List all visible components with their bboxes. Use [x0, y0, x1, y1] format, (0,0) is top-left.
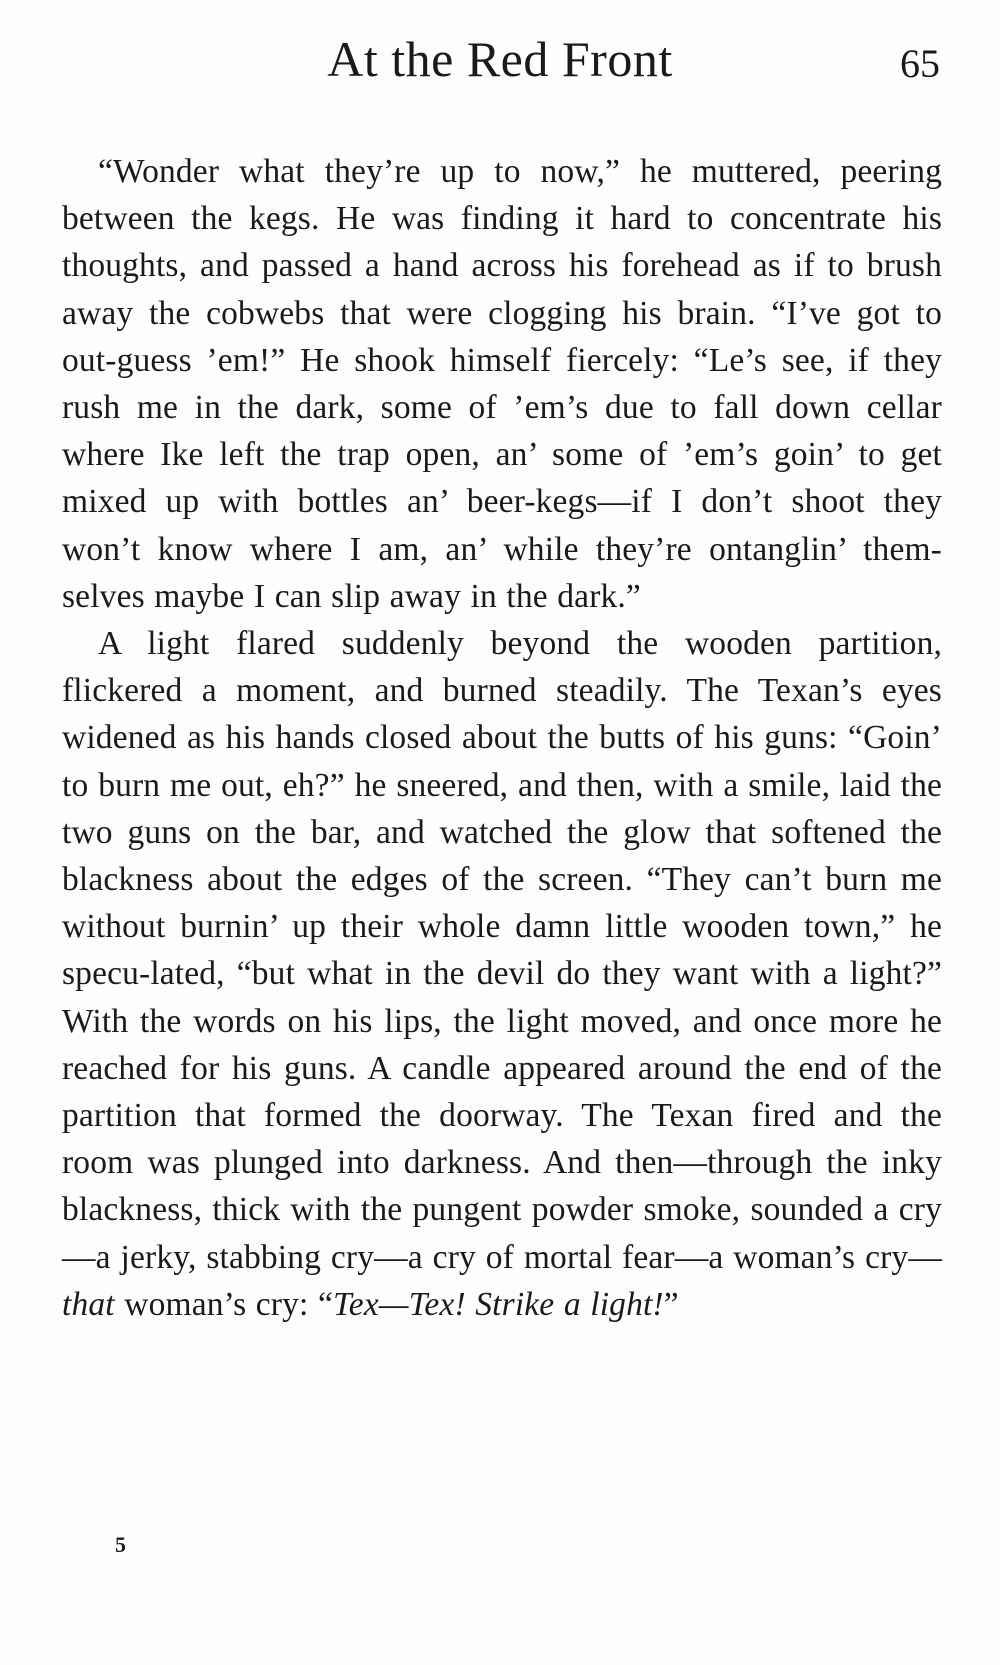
running-head — [0, 30, 1000, 100]
page-number: 65 — [900, 41, 940, 86]
body-text — [62, 148, 942, 1328]
closing-quote: ” — [663, 1285, 679, 1323]
paragraph-text: A light flared suddenly beyond the wooden partition, flickered a moment, and burned steadily. The Texan’s eyes widened as his hands closed about the butts of his guns: “Goin’ to burn me out, eh?” he sneered, and then, with a smile, laid the two guns on the bar, and watched the glow that softened the blackness about the edges of the screen. “They can’t burn me without burnin’ up their whole damn little wooden town,” he specu-lated, “but what in the devil do they want with a light?” With the words on his lips, the light moved, and once more he reached for his guns. A candle appeared around the end of the partition that formed the doorway. The Texan fired and the room was plunged into darkness. And then—through the inky blackness, thick with the pungent powder smoke, sounded a cry—a jerky, stabbing cry—a cry of mortal fear—a woman’s cry— — [62, 625, 942, 1276]
running-title: At the Red Front — [327, 31, 673, 87]
signature-mark: 5 — [115, 1532, 126, 1557]
paragraph-text: woman’s cry: “ — [114, 1285, 334, 1323]
paragraph — [62, 620, 942, 1328]
paragraph: “Wonder what they’re up to now,” he muttered, peering between the kegs. He was finding it hard to concentrate his thoughts, and passed a hand across his forehead as if to brush away the cobwebs that were clogging his brain. “I’ve got to out-guess ’em!” He shook himself fiercely: “Le’s see, if they rush me in the dark, some of ’em’s due to fall down cellar where Ike left the trap open, an’ some of ’em’s goin’ to get mixed up with bottles an’ beer-kegs—if I don’t shoot they won’t know where I am, an’ while they’re ontanglin’ them-selves maybe I can slip away in the dark.” — [62, 153, 942, 615]
italic-exclamation: Tex—Tex! Strike a light! — [333, 1285, 664, 1323]
italic-text: that — [62, 1285, 115, 1323]
